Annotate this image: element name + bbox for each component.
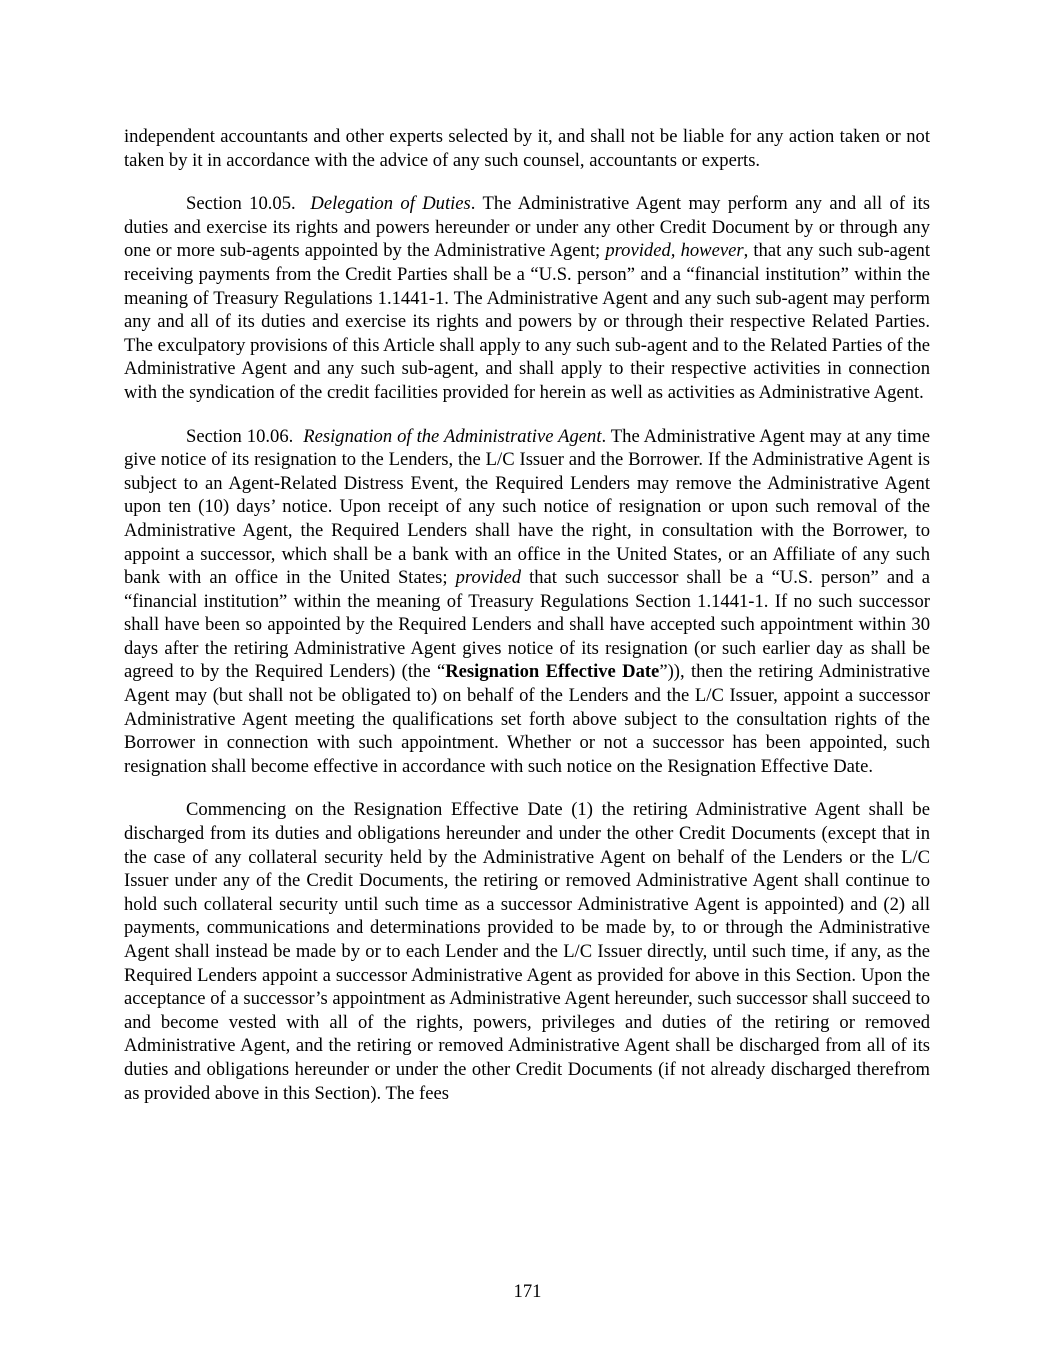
section-10-06-text-2: that such successor shall be a “U.S. person” and a “financial institution” within the meaning of Treasury Regulations Section 1.1441-1. If no such successor shall have been so appointed by the Required Lenders and shall have accepted such appointment within 30 days after the retiring Administrative Agent gives notice of its resignation (or such earlier day as shall be agreed to by the Required Lenders) (the “: [124, 567, 930, 683]
page-body: [124, 125, 930, 1125]
section-10-05-paragraph: [124, 192, 930, 404]
provided-however-term: provided, however: [605, 240, 744, 262]
section-10-06-paragraph: [124, 425, 930, 779]
commencing-text: Commencing on the Resignation Effective Date (1) the retiring Administrative Agent shall be discharged from its duties and obligations hereunder and under the other Credit Documents (except that in the case of any collateral security held by the Administrative Agent on behalf of the Lenders or the L/C Issuer under any of the Credit Documents, the retiring or removed Administrative Agent shall continue to hold such collateral security until such time as a successor Administrative Agent is appointed) and (2) all payments, communications and determinations provided to be made by, to or through the Administrative Agent shall instead be made by or to each Lender and the L/C Issuer directly, until such time, if any, as the Required Lenders appoint a successor Administrative Agent as provided for above in this Section. Upon the acceptance of a successor’s appointment as Administrative Agent hereunder, such successor shall succeed to and become vested with all of the rights, powers, privileges and duties of the retiring or removed Administrative Agent, and the retiring or removed Administrative Agent shall be discharged from all of its duties and obligations hereunder or under the other Credit Documents (if not already discharged therefrom as provided above in this Section). The fees: [124, 799, 930, 1104]
continuation-paragraph: [124, 125, 930, 172]
section-10-05-text-1: . The Administrative Agent may perform any and all of its duties and exercise its rights and powers hereunder or under any other Credit Document by or through any one or more sub-agents appointed by the Administrative Agent;: [124, 193, 930, 262]
page-number: 171: [513, 1281, 542, 1302]
section-10-05-text-2: , that any such sub-agent receiving payments from the Credit Parties shall be a “U.S. person” and a “financial institution” within the meaning of Treasury Regulations 1.1441-1. The Administrative Agent and any such sub-agent may perform any and all of its duties and exercise its rights and powers by or through their respective Related Parties. The exculpatory provisions of this Article shall apply to any such sub-agent and to the Related Parties of the Administrative Agent and any such sub-agent, and shall apply to their respective activities in connection with the syndication of the credit facilities provided for herein as well as activities as Administrative Agent.: [124, 240, 930, 403]
continuation-text: independent accountants and other experts selected by it, and shall not be liable for any action taken or not taken by it in accordance with the advice of any such counsel, accountants or experts.: [124, 126, 930, 171]
section-10-06-title: Resignation of the Administrative Agent: [303, 425, 602, 447]
resignation-effective-date-term: Resignation Effective Date: [445, 661, 660, 683]
section-10-06-text-1: . The Administrative Agent may at any time give notice of its resignation to the Lenders, the L/C Issuer and the Borrower. If the Administrative Agent is subject to an Agent-Related Distress Event, the Required Lenders may remove the Administrative Agent upon ten (10) days’ notice. Upon receipt of any such notice of resignation or upon such removal of the Administrative Agent, the Required Lenders shall have the right, in consultation with the Borrower, to appoint a successor, which shall be a bank with an office in the United States, or an Affiliate of any such bank with an office in the United States;: [124, 425, 930, 589]
section-10-05-title: Delegation of Duties: [310, 193, 471, 215]
commencing-paragraph: [124, 798, 930, 1105]
section-10-06-text-3: ”)), then the retiring Administrative Agent may (but shall not be obligated to) on behalf of the Lenders and the L/C Issuer, appoint a successor Administrative Agent meeting the qualifications set forth above subject to the consultation rights of the Borrower in connection with such appointment. Whether or not a successor has been appointed, such resignation shall become effective in accordance with such notice on the Resignation Effective Date.: [124, 661, 930, 777]
section-10-06-number: Section 10.06.: [186, 425, 294, 447]
section-10-05-number: Section 10.05.: [186, 193, 296, 215]
provided-term: provided: [455, 567, 522, 589]
